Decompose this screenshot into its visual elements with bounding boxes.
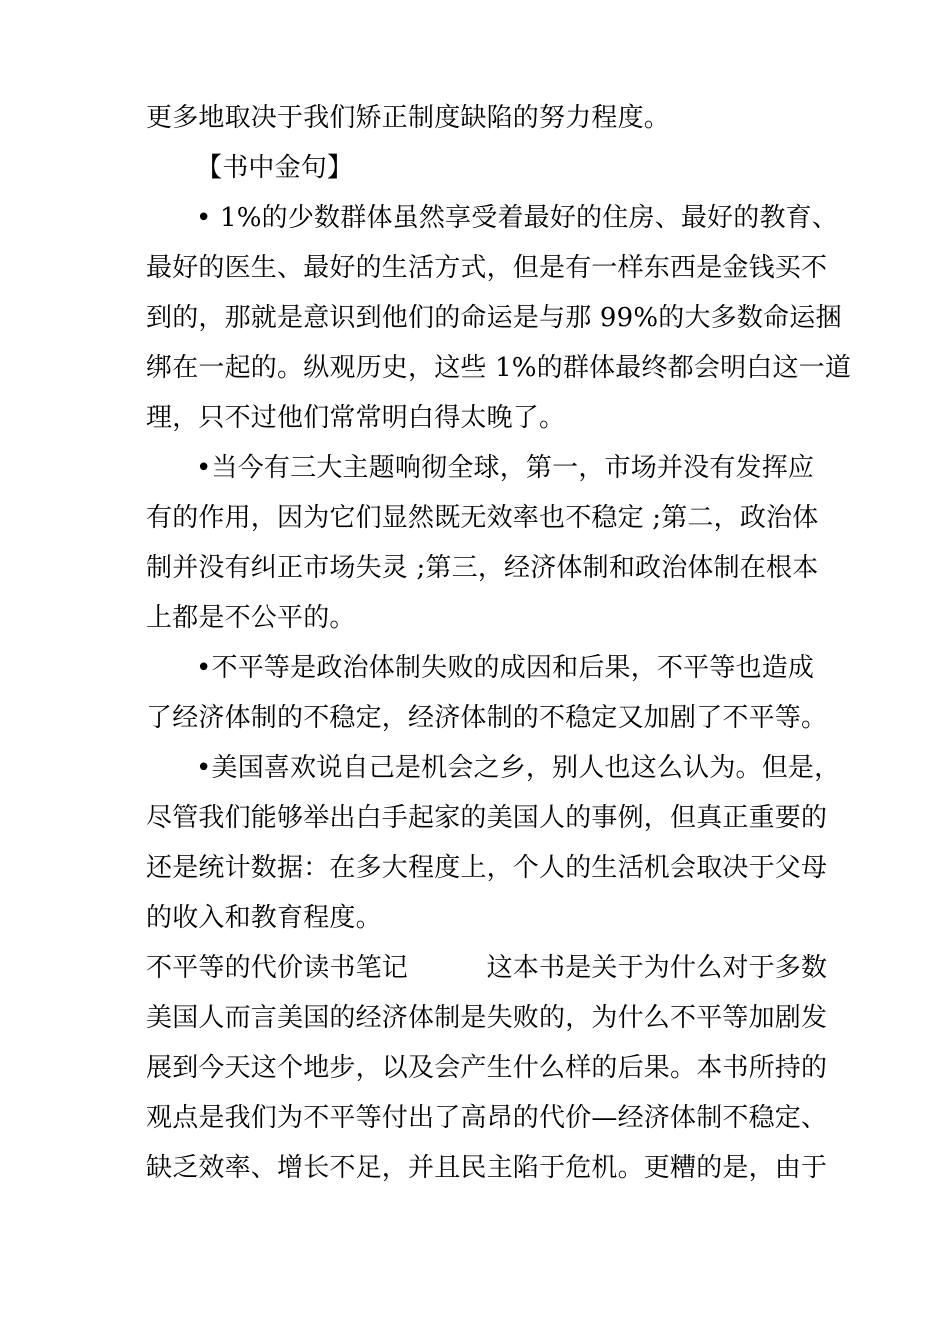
quote-1-line-4: 绑在一起的。纵观历史，这些 1%的群体最终都会明白这一道	[146, 353, 852, 383]
text-line-1: 更多地取决于我们矫正制度缺陷的努力程度。	[146, 103, 671, 133]
notes-line-5: 缺乏效率、增长不足，并且民主陷于危机。更糟的是，由于	[146, 1153, 828, 1183]
quote-2-line-1: •当今有三大主题响彻全球，第一，市场并没有发挥应	[196, 453, 815, 483]
quote-2-line-2: 有的作用，因为它们显然既无效率也不稳定 ;第二，政治体	[146, 503, 819, 533]
quote-2-line-4: 上都是不公平的。	[146, 603, 356, 633]
notes-line-3: 展到今天这个地步，以及会产生什么样的后果。本书所持的	[146, 1053, 828, 1083]
quote-2-line-3: 制并没有纠正市场失灵 ;第三，经济体制和政治体制在根本	[146, 553, 819, 583]
quote-4-line-1: •美国喜欢说自己是机会之乡，别人也这么认为。但是，	[196, 753, 841, 783]
notes-line-4: 观点是我们为不平等付出了高昂的代价—经济体制不稳定、	[146, 1103, 828, 1133]
notes-line-1: 不平等的代价读书笔记 这本书是关于为什么对于多数	[146, 953, 828, 983]
quote-3-line-1: •不平等是政治体制失败的成因和后果，不平等也造成	[196, 653, 815, 683]
quote-4-line-2: 尽管我们能够举出白手起家的美国人的事例，但真正重要的	[146, 803, 828, 833]
quote-1-line-2: 最好的医生、最好的生活方式，但是有一样东西是金钱买不	[146, 253, 828, 283]
section-heading-book-quotes: 【书中金句】	[196, 153, 354, 183]
quote-1-line-5: 理，只不过他们常常明白得太晚了。	[146, 403, 566, 433]
quote-1-line-1: • 1%的少数群体虽然享受着最好的住房、最好的教育、	[196, 203, 839, 233]
quote-4-line-4: 的收入和教育程度。	[146, 903, 382, 933]
quote-4-line-3: 还是统计数据：在多大程度上，个人的生活机会取决于父母	[146, 853, 828, 883]
quote-3-line-2: 了经济体制的不稳定，经济体制的不稳定又加剧了不平等。	[146, 703, 828, 733]
notes-line-2: 美国人而言美国的经济体制是失败的，为什么不平等加剧发	[146, 1003, 828, 1033]
quote-1-line-3: 到的，那就是意识到他们的命运是与那 99%的大多数命运捆	[146, 303, 842, 333]
